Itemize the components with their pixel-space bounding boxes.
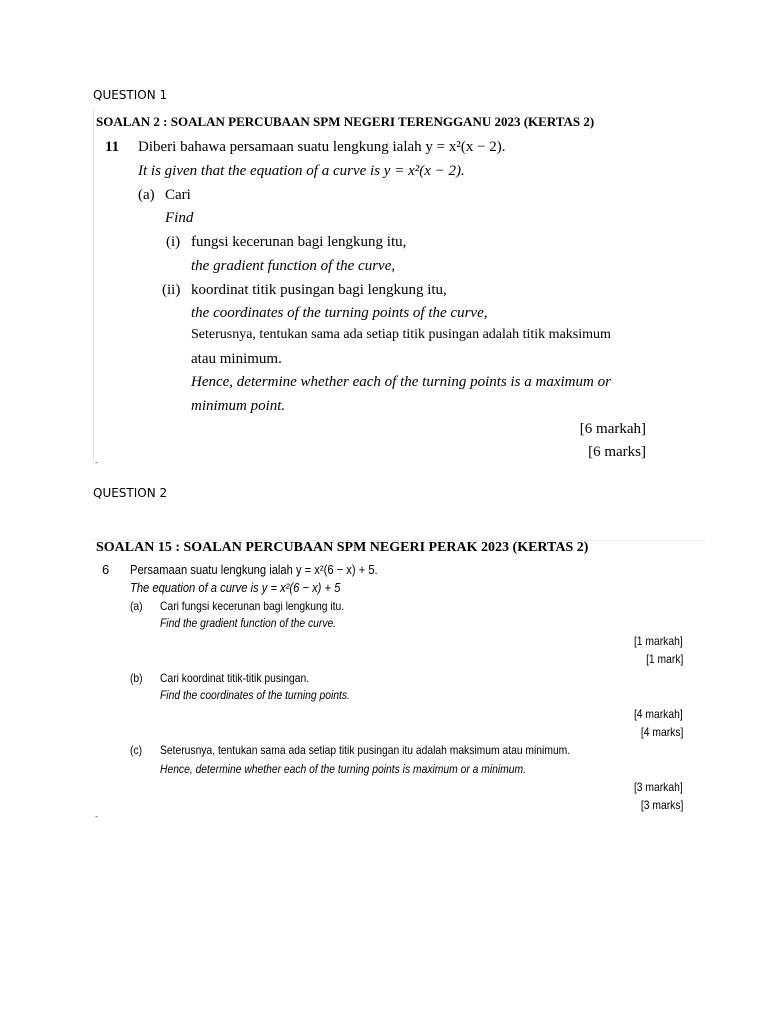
question-2-c-marks-ms: [3 markah] [634,780,683,794]
question-1-part-a-ms: Cari [165,187,191,203]
question-1-ii-ms: koordinat titik pusingan bagi lengkung itu, [191,282,447,298]
separator-dash-1: - [95,458,99,468]
question-2-label: QUESTION 2 [93,486,168,500]
question-2-number: 6 [102,562,110,577]
question-1-title: SOALAN 2 : SOALAN PERCUBAAN SPM NEGERI TERENGGANU 2023 (KERTAS 2) [96,114,595,129]
question-2-b-en: Find the coordinates of the turning points. [160,688,350,702]
question-1-hence-en-2: minimum point. [191,398,286,414]
question-2-a-label: (a) [130,599,143,613]
question-2-b-marks-en: [4 marks] [640,725,683,739]
question-1-ii-en: the coordinates of the turning points of the curve, [191,305,488,321]
question-1-i-label: (i) [166,234,181,250]
question-2-title: SOALAN 15 : SOALAN PERCUBAAN SPM NEGERI PERAK 2023 (KERTAS 2) [96,540,589,555]
question-1-number: 11 [105,139,120,155]
separator-dash-2: - [95,812,99,822]
question-2-stem-en: The equation of a curve is y = x²(6 − x) + 5 [130,580,341,595]
question-1-marks-ms: [6 markah] [579,421,646,437]
question-2-b-ms: Cari koordinat titik-titik pusingan. [160,671,310,685]
question-1-part-a-en: Find [165,210,194,226]
question-2-c-label: (c) [130,743,143,757]
question-1-marks-en: [6 marks] [588,444,646,460]
question-1-hence-en-1: Hence, determine whether each of the turning points is a maximum or [191,374,611,390]
question-2-a-ms: Cari fungsi kecerunan bagi lengkung itu. [160,599,345,613]
question-1-stem-en: It is given that the equation of a curve is y = x²(x − 2). [138,163,465,179]
question-2-c-en: Hence, determine whether each of the turning points is maximum or a minimum. [160,762,526,776]
question-2-c-marks-en: [3 marks] [640,798,683,812]
question-1-i-en: the gradient function of the curve, [191,258,396,274]
question-2-a-marks-en: [1 mark] [645,652,683,666]
question-1-part-a-label: (a) [138,187,155,203]
question-1-hence-ms-1: Seterusnya, tentukan sama ada setiap titik pusingan adalah titik maksimum [191,327,611,342]
question-1-ii-label: (ii) [162,282,181,298]
question-1-i-ms: fungsi kecerunan bagi lengkung itu, [191,234,407,250]
question-1-stem-ms: Diberi bahawa persamaan suatu lengkung ialah y = x²(x − 2). [138,139,506,155]
question-2-b-label: (b) [130,671,143,685]
question-2-a-en: Find the gradient function of the curve. [160,616,337,630]
question-2-c-ms: Seterusnya, tentukan sama ada setiap titik pusingan itu adalah maksimum atau minimum. [160,743,571,757]
question-2-a-marks-ms: [1 markah] [634,634,683,648]
question-1-label: QUESTION 1 [93,88,168,102]
question-2-b-marks-ms: [4 markah] [634,707,683,721]
question-1-hence-ms-2: atau minimum. [191,351,282,367]
question-2-stem-ms: Persamaan suatu lengkung ialah y = x²(6 − x) + 5. [130,562,378,577]
